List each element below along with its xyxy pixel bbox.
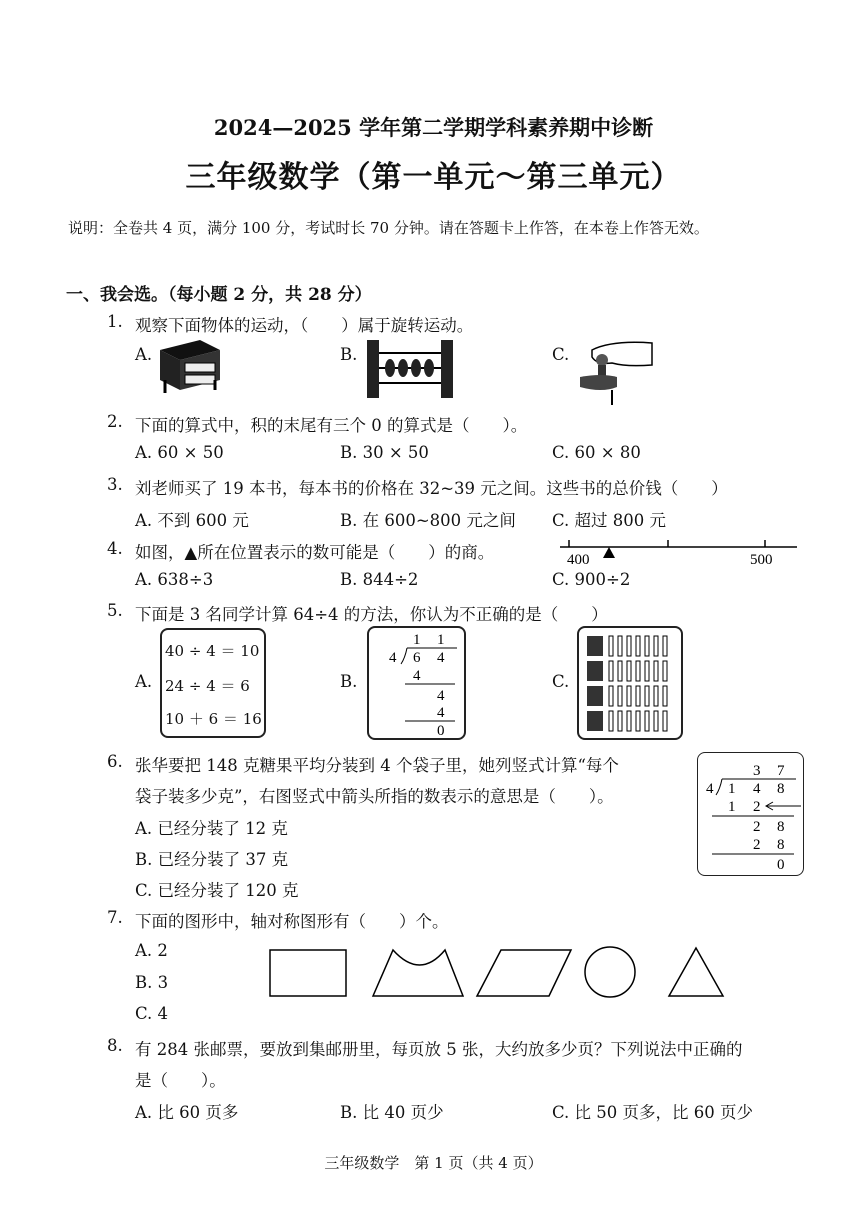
stick <box>663 636 667 656</box>
question-number: 6. <box>107 752 123 771</box>
stick <box>645 686 649 706</box>
stick <box>645 636 649 656</box>
option-b: B. 已经分装了 37 克 <box>135 850 289 869</box>
question-number: 3. <box>107 475 123 494</box>
option-c: C. 比 50 页多，比 60 页少 <box>552 1103 753 1122</box>
number-line <box>555 535 805 570</box>
question-number: 8. <box>107 1036 123 1055</box>
option-a: A. 不到 600 元 <box>135 511 249 530</box>
svg-text:2: 2 <box>753 799 761 815</box>
option-c: C. <box>552 345 570 364</box>
svg-text:0: 0 <box>777 857 785 873</box>
option-a: A. 60 × 50 <box>135 443 224 462</box>
arch-shape <box>373 950 463 996</box>
question-text: 是（ ）。 <box>135 1071 226 1090</box>
rectangle-shape <box>270 950 346 996</box>
svg-text:1: 1 <box>728 781 736 797</box>
faucet-hand-icon <box>572 335 657 410</box>
method-line: 24 ÷ 4 ＝ 6 <box>165 677 250 695</box>
exam-title: 2024—2025 学年第二学期学科素养期中诊断 <box>213 115 654 140</box>
stick-bundle <box>587 686 603 706</box>
question-number: 4. <box>107 539 123 558</box>
option-a: A. 2 <box>135 941 168 960</box>
question-text: 下面的算式中，积的末尾有三个 0 的算式是（ ）。 <box>135 416 528 435</box>
question-text: 张华要把 148 克糖果平均分装到 4 个袋子里，她列竖式计算“每个 <box>135 756 619 775</box>
stick <box>636 686 640 706</box>
option-b: B. 在 600~800 元之间 <box>340 511 516 530</box>
svg-text:4: 4 <box>437 650 445 666</box>
question-text: 观察下面物体的运动，（ ）属于旋转运动。 <box>135 316 474 335</box>
svg-text:4: 4 <box>437 688 445 704</box>
stick <box>663 661 667 681</box>
stick <box>654 711 658 731</box>
option-a: A. <box>135 345 153 364</box>
number-line-end: 500 <box>750 552 773 568</box>
stick <box>627 711 631 731</box>
method-c-box <box>577 626 683 740</box>
question-number: 7. <box>107 908 123 927</box>
option-b: B. 比 40 页少 <box>340 1103 444 1122</box>
stick <box>636 636 640 656</box>
parallelogram-shape <box>477 950 571 996</box>
svg-text:7: 7 <box>777 763 785 779</box>
svg-text:1: 1 <box>413 632 421 648</box>
triangle-marker-icon <box>603 547 615 558</box>
svg-text:4: 4 <box>753 781 761 797</box>
drawer-icon <box>155 335 225 395</box>
option-c: C. 超过 800 元 <box>552 511 667 530</box>
question-text: 下面的图形中，轴对称图形有（ ）个。 <box>135 912 449 931</box>
svg-text:6: 6 <box>413 650 421 666</box>
stick <box>609 636 613 656</box>
svg-text:0: 0 <box>437 723 445 738</box>
option-b: B. 844÷2 <box>340 570 419 589</box>
abacus-icon <box>365 338 455 400</box>
option-c: C. 60 × 80 <box>552 443 641 462</box>
question-number: 5. <box>107 601 123 620</box>
option-c: C. 900÷2 <box>552 570 631 589</box>
option-a: A. 已经分装了 12 克 <box>135 819 288 838</box>
question-text: 如图，▲所在位置表示的数可能是（ ）的商。 <box>135 543 495 562</box>
stick <box>663 686 667 706</box>
option-a: A. <box>135 672 153 691</box>
bundles-sticks-icon <box>579 628 681 738</box>
long-division-icon <box>369 628 464 738</box>
stick <box>618 686 622 706</box>
svg-text:4: 4 <box>413 668 421 684</box>
svg-text:4: 4 <box>437 705 445 721</box>
option-a: A. 比 60 页多 <box>135 1103 239 1122</box>
stick <box>609 686 613 706</box>
svg-text:8: 8 <box>777 819 785 835</box>
svg-text:8: 8 <box>777 781 785 797</box>
svg-text:1: 1 <box>437 632 445 648</box>
division-box <box>697 752 804 876</box>
svg-text:2: 2 <box>753 837 761 853</box>
stick <box>627 686 631 706</box>
stick <box>618 636 622 656</box>
method-b-box <box>367 626 466 740</box>
question-number: 2. <box>107 412 123 431</box>
question-text: 下面是 3 名同学计算 64÷4 的方法，你认为不正确的是（ ） <box>135 605 608 624</box>
option-a: A. 638÷3 <box>135 570 214 589</box>
stick <box>609 711 613 731</box>
page-footer: 三年级数学 第 1 页（共 4 页） <box>324 1154 543 1172</box>
stick <box>654 636 658 656</box>
svg-text:4: 4 <box>706 781 714 797</box>
option-b: B. <box>340 345 358 364</box>
question-text: 袋子装多少克”，右图竖式中箭头所指的数表示的意思是（ ）。 <box>135 787 614 806</box>
stick <box>627 636 631 656</box>
stick <box>654 661 658 681</box>
stick <box>645 661 649 681</box>
stick <box>645 711 649 731</box>
long-division-icon <box>698 753 803 875</box>
triangle-shape <box>669 948 723 996</box>
stick-bundle <box>587 711 603 731</box>
stick <box>618 711 622 731</box>
svg-text:4: 4 <box>389 650 397 666</box>
number-line-start: 400 <box>567 552 590 568</box>
stick-bundle <box>587 636 603 656</box>
option-b: B. <box>340 672 358 691</box>
method-line: 10 ＋ 6 ＝ 16 <box>165 710 262 728</box>
section-title: 一、我会选。（每小题 2 分，共 28 分） <box>66 285 372 305</box>
stick <box>636 711 640 731</box>
option-c: C. <box>552 672 570 691</box>
stick <box>618 661 622 681</box>
stick <box>663 711 667 731</box>
svg-text:8: 8 <box>777 837 785 853</box>
circle-shape <box>585 947 635 997</box>
stick <box>654 686 658 706</box>
svg-text:3: 3 <box>753 763 761 779</box>
stick-bundle <box>587 661 603 681</box>
option-c: C. 已经分装了 120 克 <box>135 881 299 900</box>
question-number: 1. <box>107 312 123 331</box>
shapes-row <box>265 942 735 1002</box>
exam-instructions: 说明：全卷共 4 页，满分 100 分，考试时长 70 分钟。请在答题卡上作答，在本卷上作答无效。 <box>68 219 709 237</box>
stick <box>627 661 631 681</box>
method-line: 40 ÷ 4 ＝ 10 <box>165 642 260 660</box>
option-c: C. 4 <box>135 1004 169 1023</box>
stick <box>609 661 613 681</box>
exam-subtitle: 三年级数学（第一单元～第三单元） <box>185 160 682 195</box>
question-text: 有 284 张邮票，要放到集邮册里，每页放 5 张，大约放多少页？下列说法中正确的 <box>135 1040 743 1059</box>
option-b: B. 30 × 50 <box>340 443 429 462</box>
svg-text:1: 1 <box>728 799 736 815</box>
stick <box>636 661 640 681</box>
svg-text:2: 2 <box>753 819 761 835</box>
method-a-box <box>160 628 266 738</box>
option-b: B. 3 <box>135 973 169 992</box>
question-text: 刘老师买了 19 本书，每本书的价格在 32~39 元之间。这些书的总价钱（ ） <box>135 479 728 498</box>
